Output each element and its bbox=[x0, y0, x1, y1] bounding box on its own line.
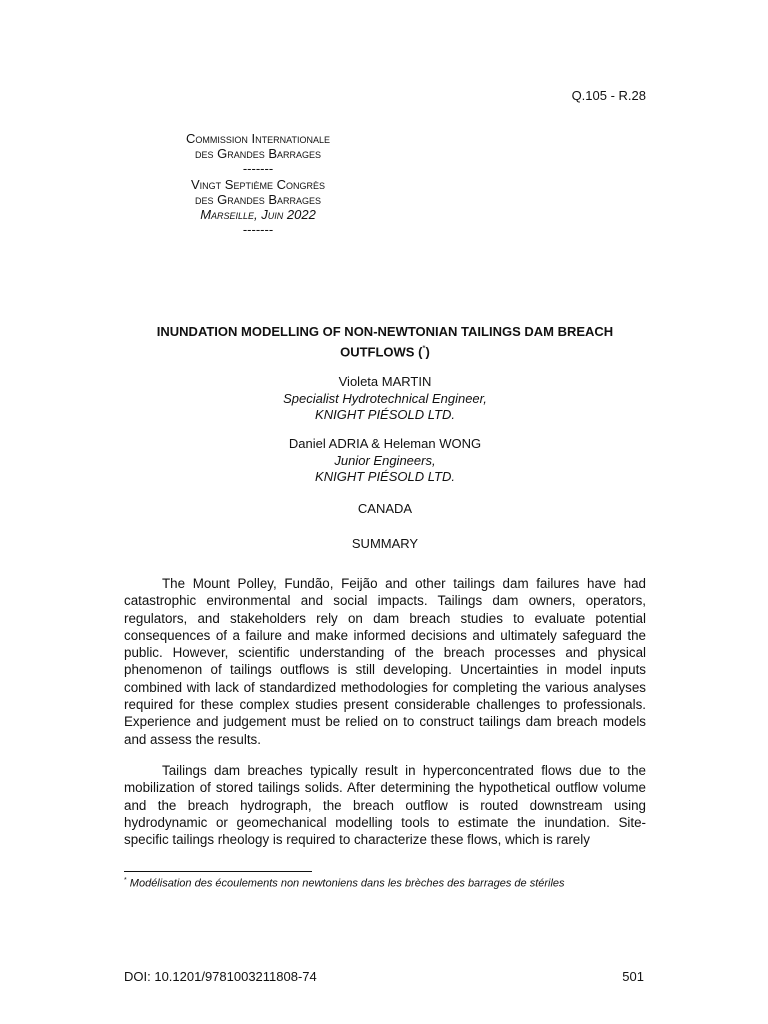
author-company: KNIGHT PIÉSOLD LTD. bbox=[315, 469, 455, 484]
footnote-divider bbox=[124, 871, 312, 872]
title-line-2-end: ) bbox=[425, 344, 430, 360]
title-footnote-marker: * bbox=[422, 344, 426, 353]
summary-heading: SUMMARY bbox=[351, 536, 419, 551]
page-number: 501 bbox=[622, 969, 644, 984]
title-line-1: INUNDATION MODELLING OF NON-NEWTONIAN TAILINGS DAM BREACH bbox=[156, 324, 614, 339]
author-company: KNIGHT PIÉSOLD LTD. bbox=[315, 407, 455, 422]
congress-name: Vingt Septième Congrès bbox=[191, 176, 325, 192]
author-name: Daniel ADRIA & Heleman WONG bbox=[288, 436, 482, 451]
author-role: Junior Engineers, bbox=[334, 452, 436, 468]
author-block bbox=[124, 374, 646, 424]
body-paragraph: The Mount Polley, Fundão, Feijão and other tailings dam failures have had catastrophic environmental and social impacts. Tailings dam owners, operators, regulators, and stakeholders rely on dam breach studies to evaluate potential consequences of a failure and make informed decisions and ultimately safeguard the public. However, scientific understanding of the breach processes and physical phenomenon of tailings outflows is still developing. Uncertainties in model inputs combined with lack of standardized methodologies for completing the various analyses required for these complex studies present considerable challenges to professionals. Experience and judgement must be relied on to construct tailings dam breach models and assess the results. bbox=[124, 576, 646, 747]
country: CANADA bbox=[357, 501, 413, 516]
footnote bbox=[124, 877, 565, 890]
title-line-2: OUTFLOWS ( bbox=[340, 344, 423, 360]
congress-name-cont: des Grandes Barrages bbox=[194, 191, 322, 207]
body-paragraph: Tailings dam breaches typically result in hyperconcentrated flows due to the mobilization of stored tailings solids. After determining the hypothetical outflow volume and the breach hydrograph, the breach outflow is routed downstream using hydrodynamic or geomechanical modelling tools to estimate the inundation. Site-specific tailings rheology is required to characterize these flows, which is rarely bbox=[124, 763, 646, 848]
separator: ------- bbox=[242, 222, 274, 238]
author-block bbox=[124, 436, 646, 486]
author-role: Specialist Hydrotechnical Engineer, bbox=[283, 390, 487, 406]
congress-location-date: Marseille, Juin 2022 bbox=[200, 207, 316, 223]
paper-title bbox=[124, 323, 646, 360]
author-name: Violeta MARTIN bbox=[338, 374, 432, 389]
paper-reference: Q.105 - R.28 bbox=[571, 88, 646, 103]
footnote-marker: * bbox=[124, 877, 127, 884]
separator: ------- bbox=[242, 161, 274, 177]
commission-name-cont: des Grandes Barrages bbox=[194, 146, 322, 162]
doi: DOI: 10.1201/9781003211808-74 bbox=[124, 969, 317, 984]
commission-block bbox=[140, 131, 376, 237]
commission-name: Commission Internationale bbox=[186, 131, 330, 146]
footnote-text: Modélisation des écoulements non newtoniens dans les brèches des barrages de stériles bbox=[126, 877, 565, 890]
